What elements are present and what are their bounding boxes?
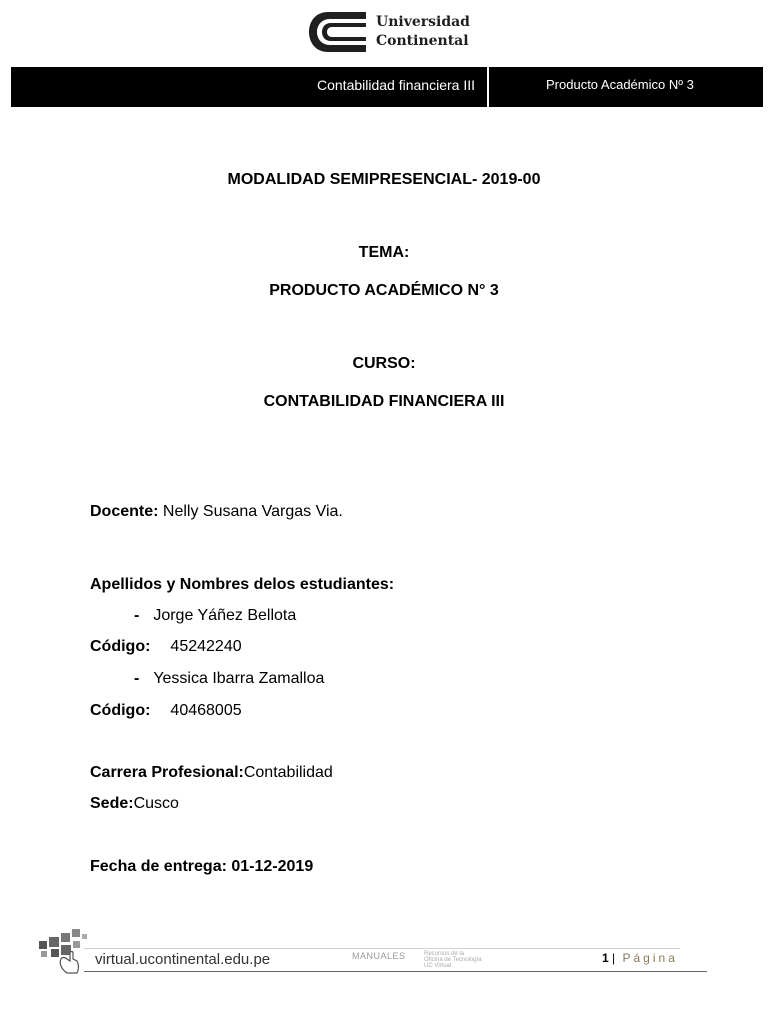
footer-top-rule <box>84 948 680 949</box>
course-value: CONTABILIDAD FINANCIERA III <box>263 393 505 410</box>
manuals-text: MANUALES <box>352 951 406 961</box>
campus-value: Cusco <box>133 795 179 812</box>
page-indicator <box>602 951 678 965</box>
student-item <box>134 607 296 625</box>
footer-rule <box>84 971 707 972</box>
student-code-line <box>90 638 242 656</box>
manuals-subtext: Recursos de la Oficina de Tecnología UC Virtual <box>424 951 482 969</box>
bullet-dash: - <box>134 607 140 624</box>
topic-value: PRODUCTO ACADÉMICO N° 3 <box>269 282 499 299</box>
manuals-logo <box>352 951 482 969</box>
teacher-line <box>90 503 343 521</box>
virtual-campus-icon <box>37 929 93 977</box>
student-item <box>134 670 324 688</box>
career-line <box>90 764 333 782</box>
modality-title: MODALIDAD SEMIPRESENCIAL- 2019-00 <box>227 171 541 188</box>
campus-label: Sede: <box>90 795 134 812</box>
page-number: 1 <box>602 951 609 965</box>
student-code: 40468005 <box>170 702 242 719</box>
university-emblem-icon <box>306 10 368 54</box>
campus-line <box>90 795 179 813</box>
page-word: Página <box>622 951 678 965</box>
students-label: Apellidos y Nombres delos estudiantes: <box>90 576 395 593</box>
footer-url[interactable]: virtual.ucontinental.edu.pe <box>95 951 271 968</box>
header-product-label: Producto Académico Nº 3 <box>546 77 694 92</box>
career-value: Contabilidad <box>243 764 333 781</box>
student-code: 45242240 <box>170 638 242 655</box>
teacher-label: Docente: <box>90 503 159 520</box>
header-divider <box>487 67 489 107</box>
course-label: CURSO: <box>352 355 416 372</box>
student-name: Jorge Yáñez Bellota <box>153 607 297 624</box>
code-label: Código: <box>90 638 151 655</box>
delivery-date: Fecha de entrega: 01-12-2019 <box>90 858 314 875</box>
code-label: Código: <box>90 702 151 719</box>
header-course-name: Contabilidad financiera III <box>317 77 475 93</box>
teacher-value: Nelly Susana Vargas Via. <box>158 503 343 520</box>
header-band <box>11 67 763 107</box>
topic-label: TEMA: <box>358 244 410 261</box>
university-logo <box>306 10 476 56</box>
logo-line-2: Continental <box>376 33 469 49</box>
logo-line-1: Universidad <box>376 14 470 30</box>
student-code-line <box>90 702 242 720</box>
career-label: Carrera Profesional: <box>90 764 244 781</box>
page-separator: | <box>612 951 616 965</box>
student-name: Yessica Ibarra Zamalloa <box>153 670 325 687</box>
bullet-dash: - <box>134 670 140 687</box>
